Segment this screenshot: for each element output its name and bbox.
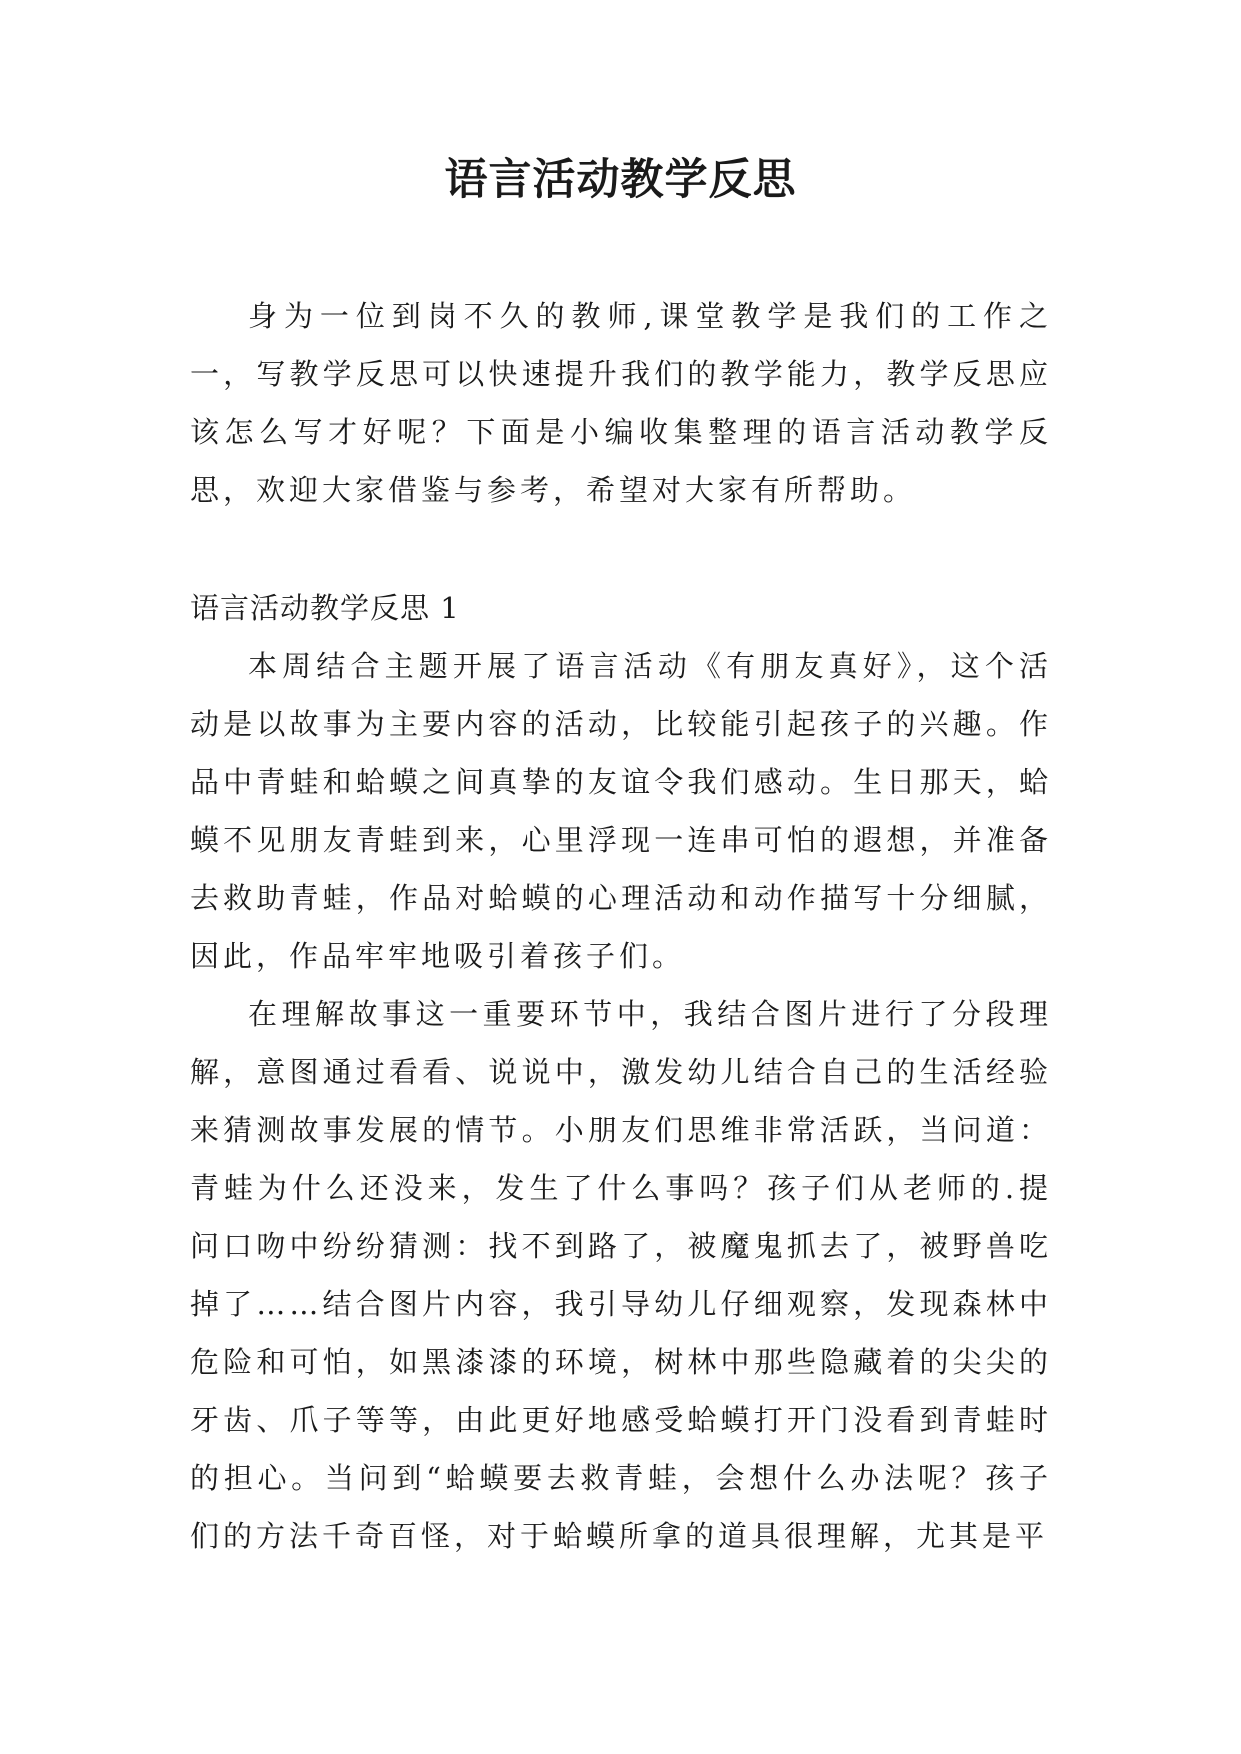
section-heading: 语言活动教学反思 1 (190, 591, 460, 625)
section-1 (190, 579, 1052, 1565)
intro-block (190, 287, 1052, 519)
section-paragraph-1: 本周结合主题开展了语言活动《有朋友真好》，这个活动是以故事为主要内容的活动，比较能引起孩子的兴趣。作品中青蛙和蛤蟆之间真挚的友谊令我们感动。生日那天，蛤蟆不见朋友青蛙到来，心里浮现一连串可怕的遐想，并准备去救助青蛙，作品对蛤蟆的心理活动和动作描写十分细腻，因此，作品牢牢地吸引着孩子们。 (190, 649, 1052, 973)
section-paragraph-2: 在理解故事这一重要环节中，我结合图片进行了分段理解，意图通过看看、说说中，激发幼儿结合自己的生活经验来猜测故事发展的情节。小朋友们思维非常活跃，当问道：青蛙为什么还没来，发生了什么事吗？孩子们从老师的.提问口吻中纷纷猜测：找不到路了，被魔鬼抓去了，被野兽吃掉了……结合图片内容，我引导幼儿仔细观察，发现森林中危险和可怕，如黑漆漆的环境，树林中那些隐藏着的尖尖的牙齿、爪子等等，由此更好地感受蛤蟆打开门没看到青蛙时的担心。当问到“蛤蟆要去救青蛙，会想什么办法呢？孩子们的方法千奇百怪，对于蛤蟆所拿的道具很理解，尤其是平 (190, 997, 1052, 1553)
document-title: 语言活动教学反思 (444, 155, 797, 205)
intro-paragraph: 身为一位到岗不久的教师,课堂教学是我们的工作之一，写教学反思可以快速提升我们的教学能力，教学反思应该怎么写才好呢？下面是小编收集整理的语言活动教学反思，欢迎大家借鉴与参考，希望对大家有所帮助。 (190, 299, 1052, 507)
